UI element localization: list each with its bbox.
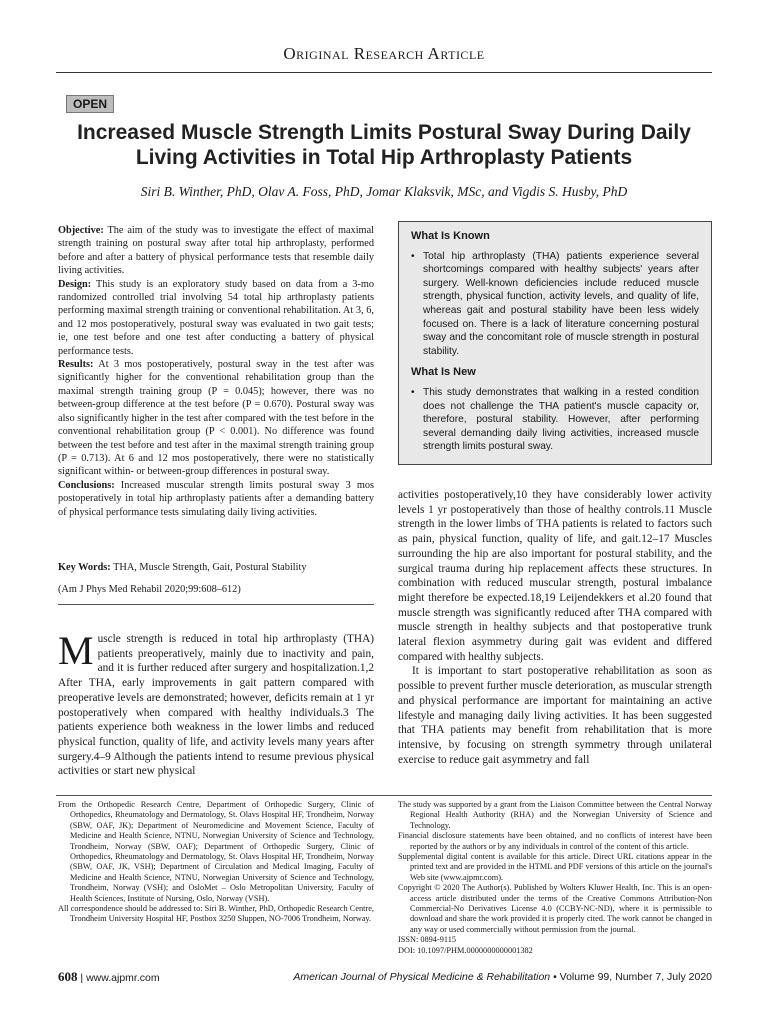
bullet-icon: • [411, 250, 415, 262]
supplemental-note: Supplemental digital content is available for this article. Direct URL citations appear in the printed text and are provided in the HTML and PDF versions of this article on the journal's Web site (www.ajpmr.com). [398, 852, 712, 882]
copyright-note: Copyright © 2020 The Author(s). Published by Wolters Kluwer Health, Inc. This is an open-access article distributed under the terms of the Creative Commons Attribution-Non Commercial-No Derivatives License 4.0 (CCBY-NC-ND), where it is permissible to download and share the work provided it is properly cited. The work cannot be changed in any way or used commercially without permission from the journal. [398, 883, 712, 934]
abstract-design: Design: This study is an exploratory study based on data from a 3-mo randomized controlled trial involving 54 total hip arthroplasty patients performing maximal strength training or conventional rehabilitation. At 3, 6, and 12 mos postoperatively, postural sway was evaluated in two gait tests; ie, one test before and one test after conducting a battery of physical performance tests. [58, 278, 374, 357]
drop-cap: M [58, 628, 94, 673]
what-is-known-heading: What Is Known [411, 230, 490, 242]
funding-note: The study was supported by a grant from the Liaison Committee between the Central Norway Regional Health Authority (RHA) and the Norwegian University of Science and Technology. [398, 800, 712, 830]
footer-right [293, 971, 712, 983]
abstract-divider [58, 604, 374, 605]
open-access-badge: OPEN [66, 95, 114, 113]
journal-name: American Journal of Physical Medicine & Rehabilitation [293, 971, 551, 983]
page-number: 608 [58, 969, 78, 984]
bullet-icon: • [411, 386, 415, 398]
article-authors: Siri B. Winther, PhD, Olav A. Foss, PhD, Jomar Klaksvik, MSc, and Vigdis S. Husby, PhD [140, 184, 628, 199]
abstract-conclusions: Conclusions: Increased muscular strength limits postural sway 3 mos postoperatively in total hip arthroplasty patients after a demanding battery of physical performance tests simulating daily living activities. [58, 479, 374, 518]
what-is-new-heading: What Is New [411, 366, 476, 379]
doi-note: DOI: 10.1097/PHM.0000000000001382 [398, 945, 533, 955]
footnotes-right [398, 800, 712, 956]
abstract-results: Results: At 3 mos postoperatively, postural sway in the test after was significantly higher for the conventional rehabilitation group than the maximal strength training group (P = 0.045); however, there was no between-group difference at the test before (P = 0.670). Postural sway was also significantly higher in the test after compared with the test before in the conventional rehabilitation group (P < 0.001). No difference was found between the test before and test after in the maximal strength training group (P = 0.713). At 6 and 12 mos postoperatively, there were no statistically significant within- or between-group differences in postural sway. [58, 359, 374, 478]
body-left-column [58, 628, 374, 779]
body-paragraph: activities postoperatively,10 they have considerably lower activity levels 1 yr postoperatively than those of healthy controls.11 Muscle strength in the lower limbs of THA patients is related to factors such as pain, physical function, quality of life, and gait.12–17 Muscles surrounding the hip are also important for postural stability, and the surgical trauma during hip replacement affects these structures. In combination with reduced muscular strength, postural imbalance might therefore be expected.18,19 Leijendekkers et al.20 found that muscle strength was significantly reduced after THA compared with muscle strength in healthy subjects and that postoperative trunk lateral flexion asymmetry during gait was evident and differed compared with healthy subjects. [398, 489, 712, 663]
article-title: Increased Muscle Strength Limits Postural Sway During Daily Living Activities in Total Hip Arthroplasty Patients [77, 121, 691, 169]
abstract [58, 224, 374, 519]
footer-left [58, 969, 160, 985]
footnotes-left [58, 800, 374, 925]
section-rule [56, 72, 712, 73]
body-paragraph: Muscle strength is reduced in total hip arthroplasty (THA) patients preoperatively, mainly due to inactivity and pain, and it is further reduced after surgery and hospitalization.1,2 After THA, early improvements in gait pattern compared with preoperative levels are demonstrated; however, deficits remain at 1 yr postoperatively when compared with healthy individuals.3 The patients experience both weakness in the lower limbs and reduced physical function, quality of life, and activity levels many years after surgery.4–9 Although the patients intend to resume previous physical activities or start new physical [58, 628, 374, 778]
journal-website-link[interactable]: www.ajpmr.com [86, 972, 160, 984]
disclosure-note: Financial disclosure statements have been obtained, and no conflicts of interest have been reported by the authors or by any individuals in control of the content of this article. [398, 831, 712, 851]
issue-info: • Volume 99, Number 7, July 2020 [553, 971, 712, 983]
what-is-new-item: • This study demonstrates that walking in a rested condition does not challenge the THA patient's muscle capacity or, therefore, postural stability. However, after performing several demanding daily living activities, increased muscle strength limits postural sway. [411, 386, 699, 453]
body-paragraph: It is important to start postoperative rehabilitation as soon as possible to prevent further muscle deterioration, as muscular strength and physical performance are important for maintaining an active lifestyle and managing daily living activities. It has been suggested that THA patients may benefit from rehabilitation that is more intensive, by focusing on strength symmetry through unilateral exercise to reduce gait asymmetry and fall [398, 665, 712, 766]
abstract-objective: Objective: The aim of the study was to investigate the effect of maximal strength training on postural sway after total hip arthroplasty, performed before and after a battery of physical performance tests that resemble daily living activities. [58, 225, 374, 277]
body-right-column [398, 488, 712, 767]
correspondence-note: All correspondence should be addressed to: Siri B. Winther, PhD, Orthopedic Research Centre, Trondheim University Hospital HF, Postbox 3250 Sluppen, NO-7006 Trondheim, Norway. [58, 904, 374, 924]
citation: (Am J Phys Med Rehabil 2020;99:608–612) [58, 584, 241, 595]
affiliation-note: From the Orthopedic Research Centre, Department of Orthopedic Surgery, Clinic of Orthopedics, Rheumatology and Dermatology, St. Olavs Hospital HF, Trondheim, Norway (SBW, OAF, JK); Department of Neuromedicine and Movement Science, Faculty of Medicine and Health Science, NTNU, Norwegian University of Science and Technology, Trondheim, Norway (SBW, OAF); Department of Orthopedic Surgery, Clinic of Orthopedics, Rheumatology and Dermatology, St. Olavs Hospital HF, Trondheim, Norway (SBW, OAF, JK, VSH); Department of Circulation and Medical Imaging, Faculty of Medicine and Health Science, NTNU, Norwegian University of Science and Technology, Trondheim, Norway (VSH); and OsloMet – Oslo Metropolitan University, Faculty of Health Sciences, Institute of Nursing, Oslo, Norway (VSH). [58, 800, 374, 903]
footnote-divider [56, 795, 712, 796]
what-is-known-item: • Total hip arthroplasty (THA) patients experience several shortcomings compared with healthy subjects' years after surgery. Well-known deficiencies include reduced muscle strength, physical function, activity levels, and quality of life, whereas gait and postural stability have been less widely focused on. There is a lack of literature concerning postural sway and the concomitant role of muscle strength in postural stability. [411, 250, 699, 357]
what-is-known-box [398, 221, 712, 465]
page-footer [58, 969, 712, 985]
footer-separator: | [80, 972, 84, 984]
keywords: Key Words: THA, Muscle Strength, Gait, Postural Stability [58, 562, 307, 573]
issn-note: ISSN: 0894-9115 [398, 935, 457, 945]
section-label: Original Research Article [283, 44, 485, 63]
